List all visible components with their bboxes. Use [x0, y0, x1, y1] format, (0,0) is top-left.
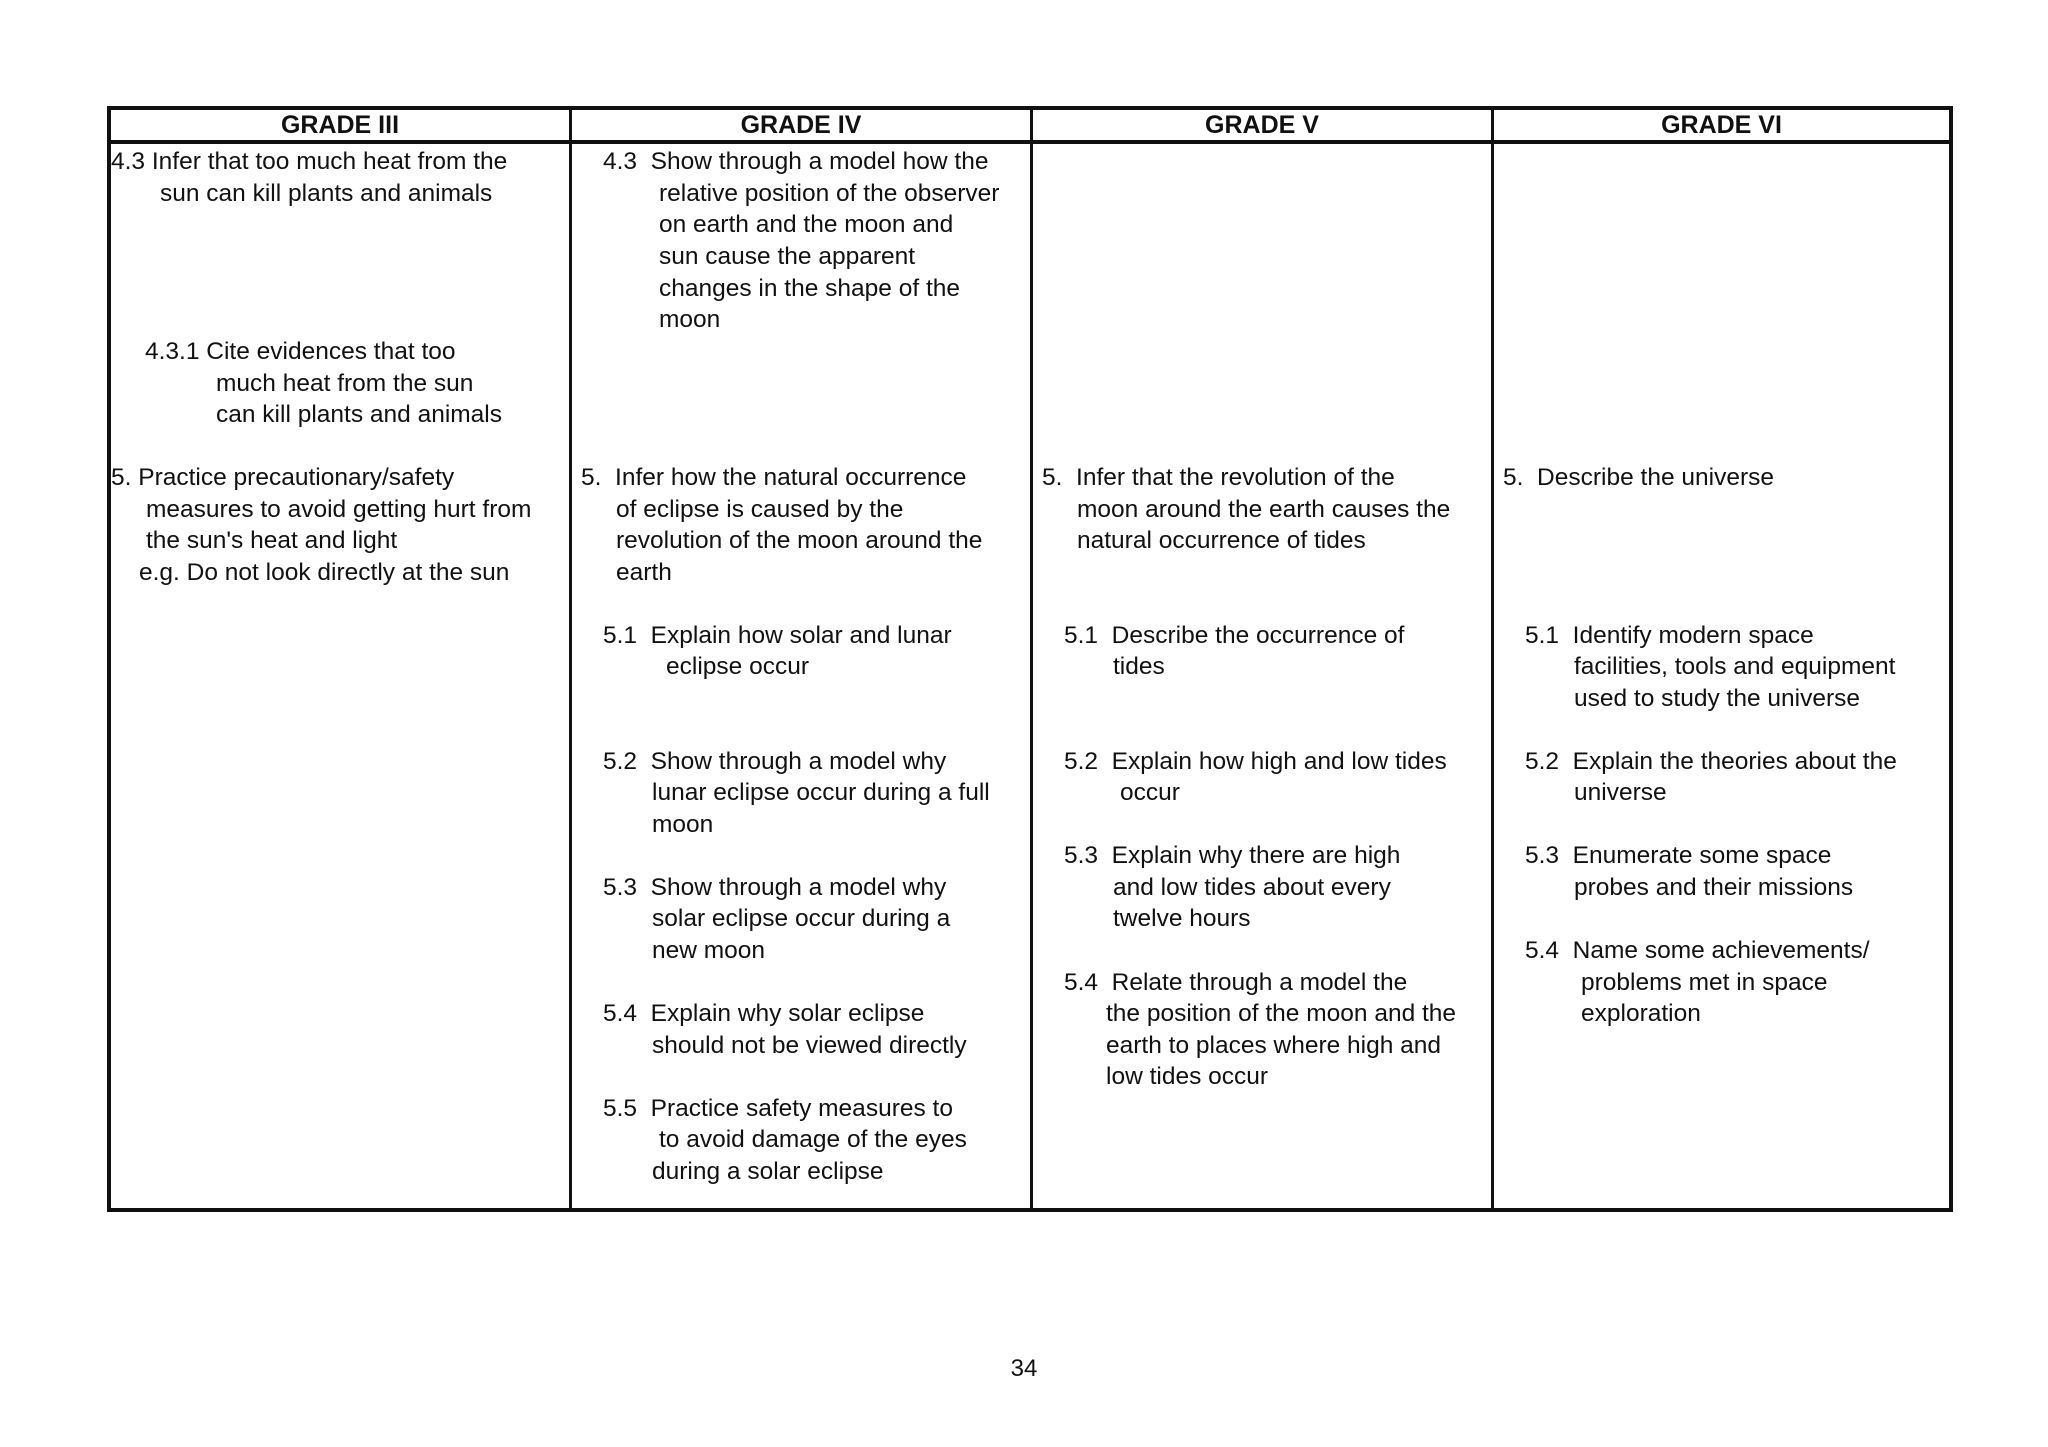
grade-iii-5-line-2: measures to avoid getting hurt from [146, 496, 532, 523]
grade-v-5-3-line-2: and low tides about every [1113, 874, 1391, 901]
grade-v-5-line-2: moon around the earth causes the [1077, 496, 1451, 523]
grade-vi-5-4-line-2: problems met in space [1581, 969, 1828, 996]
grade-v-5-1-line-1: 5.1 Describe the occurrence of [1064, 622, 1405, 649]
grade-iv-5-2-line-3: moon [652, 811, 714, 838]
header-grade-vi: GRADE VI [1661, 111, 1782, 139]
grade-v-5-4-line-4: low tides occur [1106, 1063, 1269, 1090]
grade-v-5-2-line-2: occur [1120, 779, 1180, 806]
grade-v-5-4-line-3: earth to places where high and [1106, 1032, 1442, 1059]
grade-iv-4-3-line-5: changes in the shape of the [659, 275, 961, 302]
grade-iv-5-1-line-2: eclipse occur [666, 653, 809, 680]
column-divider [1491, 110, 1494, 1208]
grade-v-5-4-line-1: 5.4 Relate through a model the [1064, 969, 1408, 996]
grade-v-5-2-line-1: 5.2 Explain how high and low tides [1064, 748, 1447, 775]
grade-iii-5-line-1: 5. Practice precautionary/safety [111, 464, 455, 491]
grade-iii-4-3-1-line-3: can kill plants and animals [216, 401, 502, 428]
grade-v-5-line-3: natural occurrence of tides [1077, 527, 1366, 554]
grade-vi-5-3-line-2: probes and their missions [1574, 874, 1854, 901]
grade-iv-5-4-line-2: should not be viewed directly [652, 1032, 967, 1059]
column-divider [1030, 110, 1033, 1208]
grade-v-5-3-line-1: 5.3 Explain why there are high [1064, 842, 1401, 869]
grade-iv-4-3-line-4: sun cause the apparent [659, 243, 916, 270]
grade-vi-5-1-line-1: 5.1 Identify modern space [1525, 622, 1814, 649]
grade-iv-5-5-line-3: during a solar eclipse [652, 1158, 884, 1185]
grade-iii-4-3-line-1: 4.3 Infer that too much heat from the [111, 148, 508, 175]
grade-iv-5-3-line-1: 5.3 Show through a model why [603, 874, 947, 901]
grade-iv-4-3-line-3: on earth and the moon and [659, 211, 954, 238]
curriculum-table [107, 106, 1953, 1212]
grade-iv-5-2-line-1: 5.2 Show through a model why [603, 748, 947, 775]
grade-vi-5-2-line-1: 5.2 Explain the theories about the [1525, 748, 1897, 775]
grade-iv-5-4-line-1: 5.4 Explain why solar eclipse [603, 1000, 925, 1027]
grade-iv-5-3-line-3: new moon [652, 937, 766, 964]
grade-vi-5-4-line-1: 5.4 Name some achievements/ [1525, 937, 1870, 964]
grade-iii-5-line-3: the sun's heat and light [146, 527, 398, 554]
grade-iv-5-line-2: of eclipse is caused by the [616, 496, 904, 523]
grade-vi-5-1-line-2: facilities, tools and equipment [1574, 653, 1896, 680]
header-grade-iv: GRADE IV [740, 111, 862, 139]
grade-vi-5-line-1: 5. Describe the universe [1503, 464, 1774, 491]
grade-iv-4-3-line-6: moon [659, 306, 721, 333]
grade-iv-5-5-line-2: to avoid damage of the eyes [659, 1126, 967, 1153]
grade-iv-5-1-line-1: 5.1 Explain how solar and lunar [603, 622, 952, 649]
grade-vi-5-3-line-1: 5.3 Enumerate some space [1525, 842, 1832, 869]
grade-iv-5-5-line-1: 5.5 Practice safety measures to [603, 1095, 953, 1122]
grade-iii-4-3-1-line-1: 4.3.1 Cite evidences that too [145, 338, 456, 365]
header-grade-v: GRADE V [1205, 111, 1319, 139]
grade-vi-5-4-line-3: exploration [1581, 1000, 1701, 1027]
grade-iv-4-3-line-2: relative position of the observer [659, 180, 1000, 207]
grade-iv-5-3-line-2: solar eclipse occur during a [652, 905, 951, 932]
page-number: 34 [1010, 1355, 1038, 1382]
grade-v-5-line-1: 5. Infer that the revolution of the [1042, 464, 1395, 491]
column-divider [569, 110, 572, 1208]
grade-iv-5-line-4: earth [616, 559, 672, 586]
grade-iv-4-3-line-1: 4.3 Show through a model how the [603, 148, 989, 175]
grade-iv-5-line-1: 5. Infer how the natural occurrence [581, 464, 967, 491]
grade-iv-5-line-3: revolution of the moon around the [616, 527, 983, 554]
grade-iii-4-3-line-2: sun can kill plants and animals [160, 180, 493, 207]
grade-v-5-4-line-2: the position of the moon and the [1106, 1000, 1457, 1027]
grade-iii-4-3-1-line-2: much heat from the sun [216, 370, 474, 397]
grade-v-5-3-line-3: twelve hours [1113, 905, 1251, 932]
grade-v-5-1-line-2: tides [1113, 653, 1165, 680]
grade-iii-5-line-4: e.g. Do not look directly at the sun [139, 559, 510, 586]
grade-vi-5-2-line-2: universe [1574, 779, 1667, 806]
header-grade-iii: GRADE III [280, 111, 400, 139]
grade-vi-5-1-line-3: used to study the universe [1574, 685, 1861, 712]
grade-iv-5-2-line-2: lunar eclipse occur during a full [652, 779, 990, 806]
